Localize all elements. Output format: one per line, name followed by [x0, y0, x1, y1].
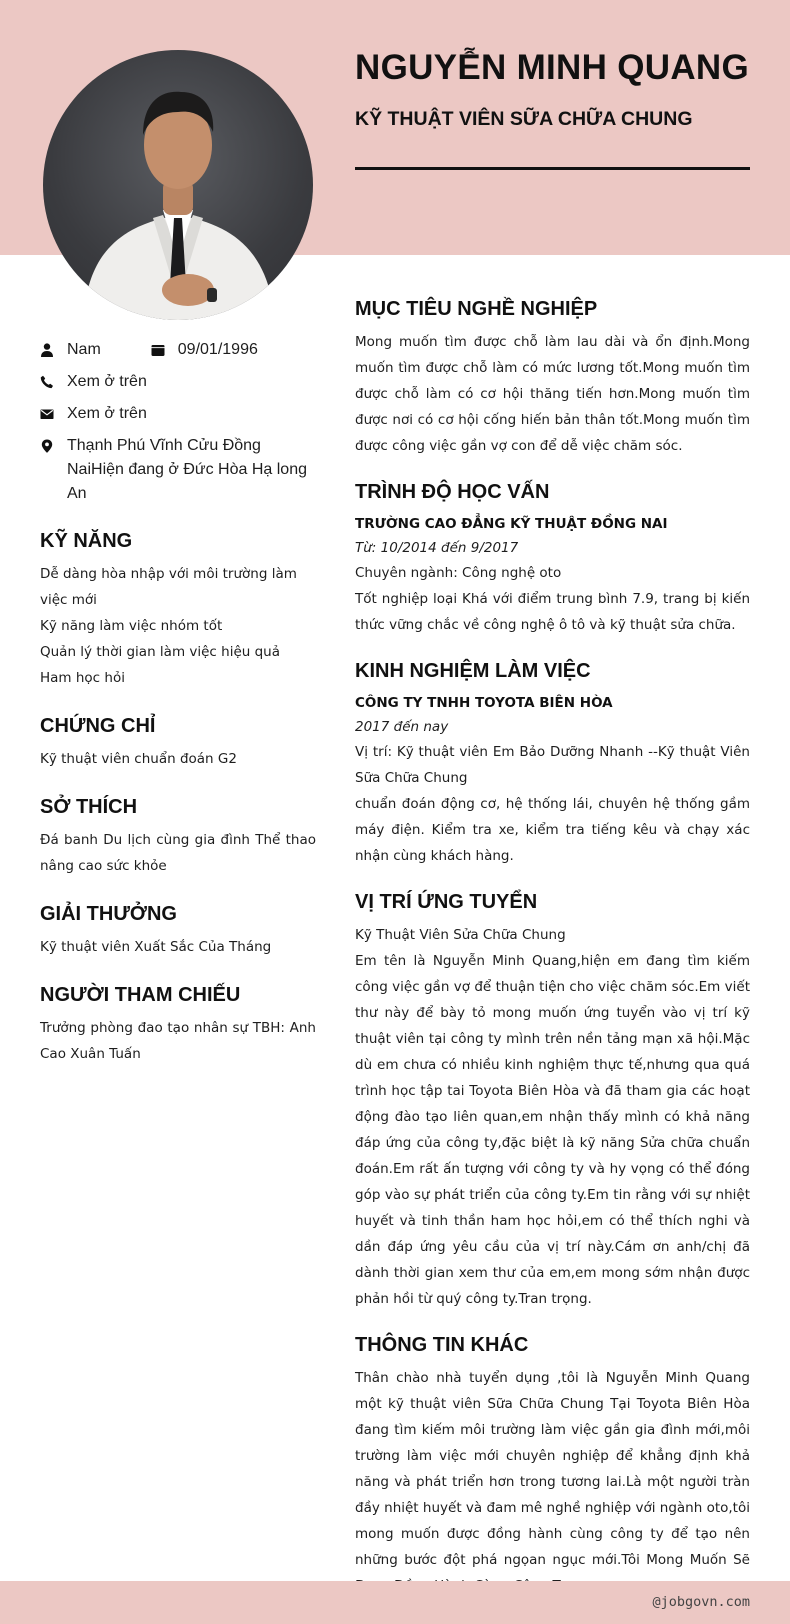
references-text: Trưởng phòng đao tạo nhân sự TBH: Anh Cao Xuân Tuấn	[40, 1020, 316, 1062]
email-value: Xem ở trên	[67, 405, 147, 422]
other-info-text: Thân chào nhà tuyển dụng ,tôi là Nguyễn Minh Quang một kỹ thuật viên Sữa Chữa Chung Tại Toyota Biên Hòa đang tìm kiếm môi trường làm việc gần gia đình mới,môi trường làm việc mới chuyên nghiệp để khẳng định khả năng và phát triển hơn trong tương lai.Là một người tràn đầy nhiệt huyết và đam mê nghề nghiệp với ngành oto,tôi mong muốn được đồng hành cùng công ty để tạo nên những bước đột phá ngọan ngục mới.Tôi Mong Muốn Sẽ	[355, 1370, 750, 1568]
education-description: Tốt nghiệp loại Khá với điểm trung bình 7.9, trang bị kiến thức vững chắc về công nghệ ô tô và kỹ thuật sửa chữa.	[355, 591, 750, 633]
skill-item: Kỹ năng làm việc nhóm tốt	[40, 618, 223, 634]
job-title: KỸ THUẬT VIÊN SỮA CHỮA CHUNG	[355, 108, 693, 130]
hobbies-text: Đá banh Du lịch cùng gia đình Thể thao nâng cao sức khỏe	[40, 832, 316, 874]
objective-text: Mong muốn tìm được chỗ làm lau dài và ổn định.Mong muốn tìm được chỗ làm có mức lương tốt.Mong muốn tìm được chỗ làm có cơ hội thăng tiến hơn.Mong muốn tìm được nơi có cơ hội cống hiến bản thân tốt.Mong muốn tìm được công việc gần vợ con để dễ việc chăm sóc.	[355, 334, 750, 454]
calendar-icon	[151, 338, 165, 362]
contact-email	[40, 402, 316, 426]
right-column	[355, 298, 750, 1599]
phone-value: Xem ở trên	[67, 373, 147, 390]
footer-watermark: @jobgovn.com	[652, 1594, 750, 1610]
position-applied-text: Em tên là Nguyễn Minh Quang,hiện em đang tìm kiếm công việc gần vợ để thuận tiện cho việc chăm sóc.Em viết thư này để bày tỏ mong muốn ứng tuyển vào vị trí kỹ thuật viên tại công ty mình trên nền tảng mạn xã hội.Mặc dù em chưa có nhiều kinh nghiệm thực tế,nhưng qua quá trình học tập tai Toyota Biên Hòa và đã tham gia các hoạt động đào tạo liên quan,em nhận thấy mình có khả năng đáp ứng của công ty,đặc biệt là kỹ năng Sửa chữa chuẩn đoán.Em rất ấn tượng với công ty và hy vọng có thể đóng góp vào sự phát triển của công ty.Em tin rằng với sự nhiệt huyết và tinh thần ham học hỏi,em có thể thích nghi và dần đáp ứng yêu cầu của vị trí này.Cám ơn anh/chị đã dành thời gian xem thư của em,em mong sớm nhận được phản hồi từ quý công ty.Tran trọng.	[355, 953, 750, 1307]
experience-title: KINH NGHIỆM LÀM VIỆC	[355, 660, 591, 682]
experience-period: 2017 đến nay	[355, 719, 449, 735]
left-column	[40, 338, 316, 1067]
education-school: TRƯỜNG CAO ĐẲNG KỸ THUẬT ĐỒNG NAI	[355, 516, 668, 532]
phone-icon	[40, 370, 54, 394]
references-title: NGƯỜI THAM CHIẾU	[40, 984, 241, 1006]
candidate-name: NGUYỄN MINH QUANG	[355, 48, 749, 87]
education-period: Từ: 10/2014 đến 9/2017	[355, 540, 519, 556]
awards-text: Kỹ thuật viên Xuất Sắc Của Tháng	[40, 939, 272, 955]
contact-address	[40, 434, 316, 506]
location-pin-icon	[40, 434, 54, 458]
position-applied-role: Kỹ Thuật Viên Sửa Chữa Chung	[355, 927, 566, 943]
objective-title: MỤC TIÊU NGHỀ NGHIỆP	[355, 298, 598, 320]
gender-value: Nam	[67, 341, 101, 358]
skill-item: Ham học hỏi	[40, 670, 125, 686]
skills-title: KỸ NĂNG	[40, 530, 133, 552]
position-applied-title: VỊ TRÍ ỨNG TUYỂN	[355, 891, 538, 913]
experience-position: Vị trí: Kỹ thuật viên Em Bảo Dưỡng Nhanh --Kỹ thuật Viên Sữa Chữa Chung	[355, 744, 750, 786]
skill-item: Dễ dàng hòa nhập với môi trường làm việc mới	[40, 566, 297, 608]
address-value: Thạnh Phú Vĩnh Cửu Đồng NaiHiện đang ở Đức Hòa Hạ long An	[67, 437, 307, 502]
contact-phone	[40, 370, 316, 394]
profile-photo	[43, 50, 313, 320]
title-divider	[355, 167, 750, 170]
experience-description: chuẩn đoán động cơ, hệ thống lái, chuyên hệ thống gầm máy điện. Kiểm tra xe, kiểm tra tiếng kêu và chạy xác nhận cùng khách hàng.	[355, 796, 750, 864]
mail-icon	[40, 402, 54, 426]
hobbies-title: SỞ THÍCH	[40, 796, 138, 818]
person-icon	[40, 338, 54, 362]
contact-gender-birthday	[40, 338, 316, 362]
education-major: Chuyên ngành: Công nghệ oto	[355, 565, 562, 581]
certificates-title: CHỨNG CHỈ	[40, 715, 156, 737]
birthday-value: 09/01/1996	[177, 341, 258, 358]
awards-title: GIẢI THƯỞNG	[40, 903, 177, 925]
skill-item: Quản lý thời gian làm việc hiệu quả	[40, 644, 281, 660]
other-info-title: THÔNG TIN KHÁC	[355, 1334, 529, 1356]
education-title: TRÌNH ĐỘ HỌC VẤN	[355, 481, 550, 503]
certificates-text: Kỹ thuật viên chuẩn đoán G2	[40, 751, 237, 767]
experience-company: CÔNG TY TNHH TOYOTA BIÊN HÒA	[355, 695, 613, 711]
